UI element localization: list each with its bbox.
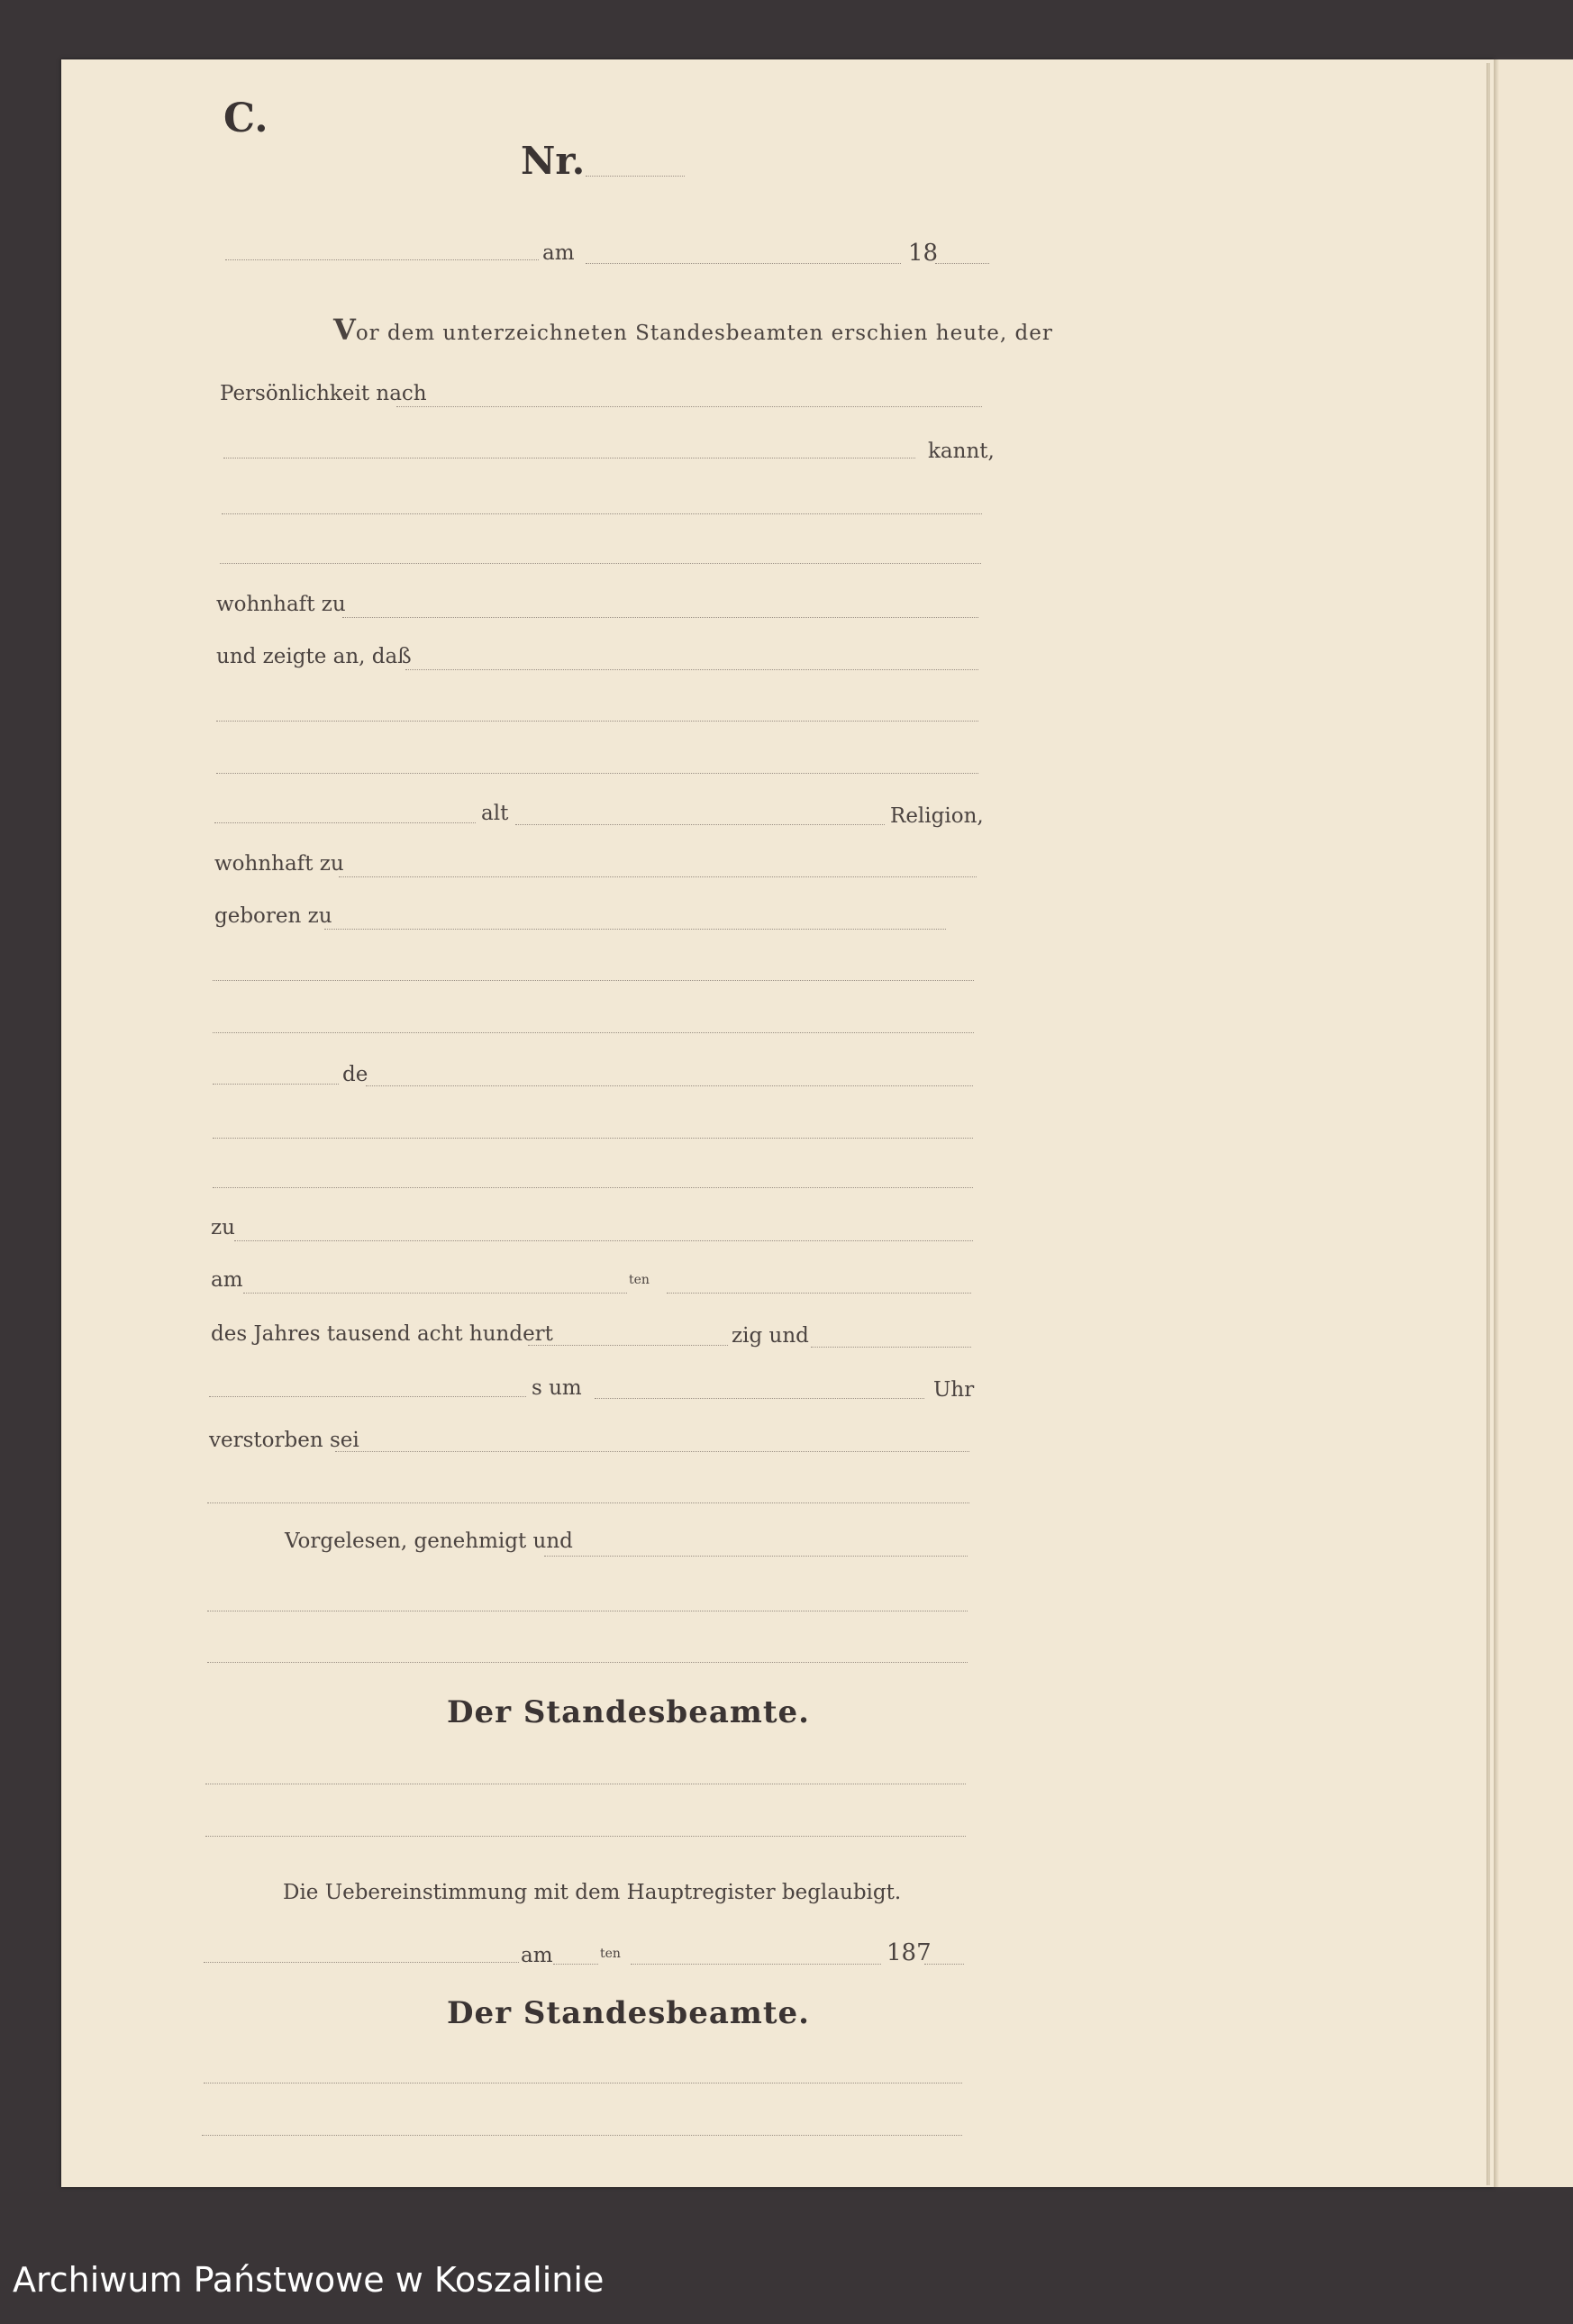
blank-line-7 [213,1138,973,1139]
blank-line-6 [213,1032,974,1033]
ten-superscript: ten [629,1273,650,1287]
blank-line-4 [216,773,978,774]
month-line [667,1293,971,1294]
geboren-label: geboren zu [214,904,332,928]
intro-rest: or dem unterzeichneten Standesbeamten erschien heute, der [355,322,1053,345]
de-pre-line [213,1084,339,1085]
wohnhaft-line [342,617,978,618]
uhr-label: Uhr [933,1378,975,1402]
kannt-label: kannt, [928,440,995,463]
standesbeamte-heading-2: Der Standesbeamte. [447,1995,811,2031]
zig-und-label: zig und [732,1324,809,1348]
uebereinstimmung-text: Die Uebereinstimmung mit dem Hauptregister beglaubigt. [283,1881,902,1904]
day-line [243,1293,627,1294]
signature-line-4 [202,2135,962,2136]
time-of-day-line [209,1396,526,1397]
wohnhaft-label-2: wohnhaft zu [214,852,344,876]
vorgelesen-line [544,1556,968,1557]
hour-line [595,1398,924,1399]
record-number-label: Nr. [521,139,586,183]
cert-month-line [631,1964,881,1965]
archive-attribution: Archiwum Państwowe w Koszalinie [13,2260,605,2300]
place-line [225,259,539,260]
alt-label: alt [481,802,509,825]
geboren-line [324,929,946,930]
age-line [515,824,885,825]
de-line [366,1085,973,1086]
zu-label: zu [211,1216,235,1239]
zu-line [234,1240,973,1241]
standesbeamte-heading-1: Der Standesbeamte. [447,1694,811,1730]
blank-line-5 [213,980,974,981]
wohnhaft-line-2 [339,876,977,877]
date-am-label: am [542,241,575,265]
deceased-name-line [214,822,476,823]
blank-line-11 [207,1662,968,1663]
year-prefix: 18 [908,240,939,267]
cert-day-line [553,1964,598,1965]
page-fold [1487,63,1490,2185]
blank-line-8 [213,1187,973,1188]
cert-year-line [924,1964,964,1965]
record-number-line [586,176,685,177]
blank-line-3 [216,721,978,722]
vorgelesen-label: Vorgelesen, genehmigt und [285,1530,573,1553]
persoenlichkeit-label: Persönlichkeit nach [220,382,427,405]
verstorben-label: verstorben sei [209,1429,359,1452]
year-187: 187 [887,1939,932,1966]
year-end-line [811,1347,971,1348]
certification-place-line [204,1962,519,1963]
wohnhaft-label: wohnhaft zu [216,593,346,616]
intro-text [333,313,1053,347]
intro-dropcap: V [333,313,356,347]
persoenlichkeit-line [396,406,982,407]
s-um-label: s um [532,1376,582,1400]
form-page [61,59,1494,2187]
blank-line-9 [207,1502,969,1503]
year-decade-line [528,1345,728,1346]
zeigte-an-line [405,669,978,670]
religion-label: Religion, [890,804,984,828]
blank-line-1 [222,513,982,514]
year-line [935,263,989,264]
form-letter: C. [223,95,268,141]
ten-superscript-2: ten [600,1947,621,1961]
am-label-2: am [211,1268,243,1292]
verstorben-line [335,1451,969,1452]
zeigte-an-label: und zeigte an, daß [216,645,412,668]
adjacent-page-edge [1494,59,1573,2187]
des-jahres-label: des Jahres tausend acht hundert [211,1322,553,1346]
blank-line-2 [220,563,981,564]
date-line [586,263,901,264]
am-label-3: am [521,1944,553,1967]
signature-line-2 [205,1836,966,1837]
de-label: de [342,1063,368,1086]
